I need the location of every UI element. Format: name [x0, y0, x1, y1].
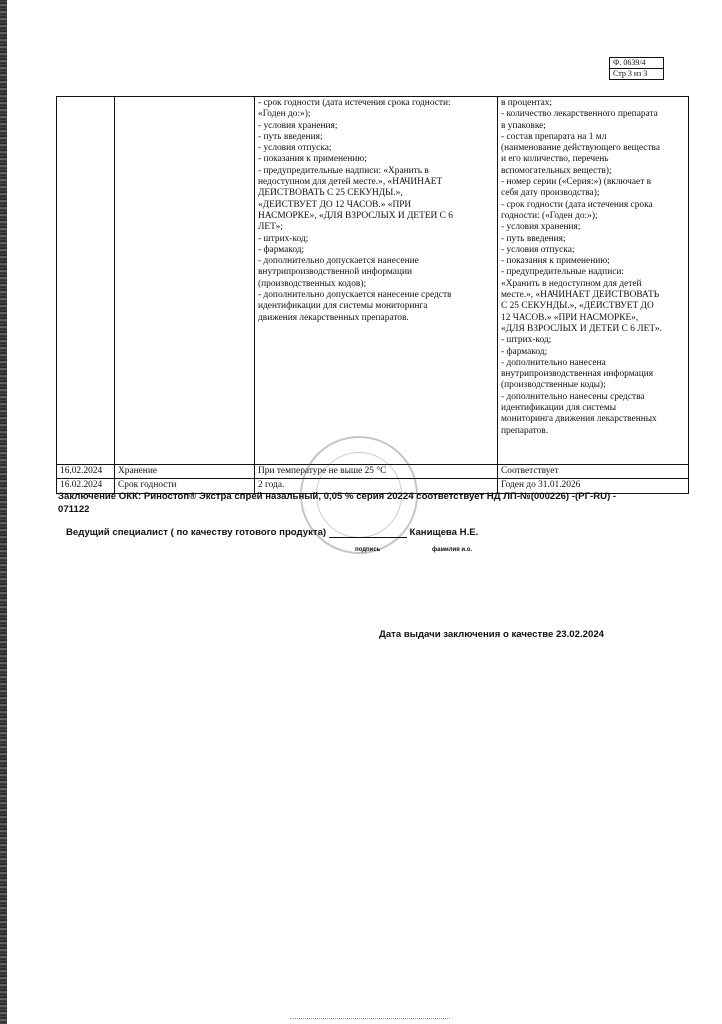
text-line: - условия хранения; [501, 222, 581, 233]
text-line: - путь введения; [501, 233, 566, 244]
cell-date-empty [57, 97, 115, 465]
text-line: - предупредительные надписи: [501, 267, 624, 278]
text-line: - показания к применению; [501, 256, 610, 267]
text-line: - срок годности (дата истечения срока годности: [258, 98, 451, 108]
text-line: - фармакод; [501, 346, 548, 357]
cell-test: Хранение [115, 465, 255, 479]
form-code: Ф. 0639/4 [613, 58, 646, 67]
text-line: - фармакод; [258, 244, 305, 255]
text-line: - количество лекарственного препарата [501, 109, 658, 120]
cell-result: Соответствует [498, 465, 689, 479]
text-line: в упаковке; [501, 120, 546, 131]
text-line: внутрипроизводственной информации [258, 267, 413, 278]
conclusion-line-1: Заключение ОКК: Риностоп® Экстра спрей назальный, 0,05 % серия 20224 соответствует НД ЛП-№(000226) -(РГ-RU) - [58, 491, 617, 502]
issue-date: Дата выдачи заключения о качестве 23.02.2024 [379, 629, 604, 640]
text-line: - дополнительно нанесены средства [501, 391, 645, 402]
text-line: (производственные коды); [501, 380, 606, 391]
text-line: препаратов. [501, 425, 549, 436]
text-line: - условия отпуска; [258, 143, 332, 154]
text-line: - дополнительно допускается нанесение [258, 256, 419, 267]
cell-requirement: При температуре не выше 25 °С [255, 465, 498, 479]
text-line: (наименование действующего вещества [501, 143, 661, 154]
name-caption: фамилия и.о. [432, 547, 473, 553]
text-line: в процентах; [501, 98, 553, 108]
conclusion-text [58, 490, 688, 516]
text-line: С 25 СЕКУНДЫ.», «ДЕЙСТВУЕТ ДО [501, 301, 654, 312]
text-line: НАСМОРКЕ», «ДЛЯ ВЗРОСЛЫХ И ДЕТЕЙ С 6 [258, 210, 453, 221]
text-line: - номер серии («Серия:») (включает в [501, 177, 652, 188]
text-line: идентификации для системы [501, 403, 617, 414]
text-line: - условия отпуска; [501, 244, 575, 255]
text-line: (производственных кодов); [258, 278, 367, 289]
page-number: Стр 3 из 3 [610, 68, 663, 79]
text-line: годности: («Годен до:»); [501, 210, 598, 221]
signature-blank [329, 528, 407, 538]
text-line: внутрипроизводственная информация [501, 369, 654, 380]
table-row-continued [57, 97, 689, 465]
text-line: движения лекарственных препаратов. [258, 312, 409, 323]
cell-date: 16.02.2024 [57, 465, 115, 479]
cell-test: Срок годности [115, 479, 255, 493]
text-line: - состав препарата на 1 мл [501, 131, 607, 142]
text-line: - путь введения; [258, 131, 323, 142]
text-line: мониторинга движения лекарственных [501, 414, 657, 425]
text-line: идентификации для системы мониторинга [258, 301, 428, 312]
signature-label: Ведущий специалист ( по качеству готового продукта) [66, 527, 327, 538]
text-line: - дополнительно допускается нанесение средств [258, 290, 452, 301]
form-code-box [609, 57, 664, 80]
cell-requirements-list [255, 97, 498, 465]
text-line: месте.», «НАЧИНАЕТ ДЕЙСТВОВАТЬ [501, 290, 660, 301]
text-line: недоступном для детей месте.», «НАЧИНАЕТ [258, 177, 443, 188]
text-line: - срок годности (дата истечения срока [501, 199, 653, 210]
cell-test-empty [115, 97, 255, 465]
cell-result: Годен до 31.01.2026 [498, 479, 689, 493]
text-line: и его количество, перечень [501, 154, 609, 165]
conclusion-line-2: 071122 [58, 504, 90, 515]
scan-bottom-artifact [290, 1018, 450, 1021]
text-line: «Годен до:»); [258, 109, 311, 120]
signatory-name: Канищева Н.Е. [409, 527, 479, 538]
text-line: ЛЕТ»; [258, 222, 283, 233]
text-line: «Хранить в недоступном для детей [501, 278, 642, 289]
text-line: «ДЕЙСТВУЕТ ДО 12 ЧАСОВ.» «ПРИ [258, 199, 412, 210]
text-line: 12 ЧАСОВ.» «ПРИ НАСМОРКЕ», [501, 312, 639, 323]
quality-table [56, 96, 689, 494]
text-line: - условия хранения; [258, 120, 338, 131]
signature-caption: подпись [355, 547, 381, 553]
text-line: ДЕЙСТВОВАТЬ С 25 СЕКУНДЫ.», [258, 188, 403, 199]
text-line: - штрих-код; [501, 335, 552, 346]
text-line: - штрих-код; [258, 233, 309, 244]
text-line: себя дату производства); [501, 188, 600, 199]
text-line: - дополнительно нанесена [501, 357, 606, 368]
text-line: - показания к применению; [258, 154, 367, 165]
text-line: вспомогательных веществ); [501, 165, 612, 176]
scan-edge-artifact [0, 0, 7, 1024]
cell-requirement: 2 года. [255, 479, 498, 493]
cell-date: 16.02.2024 [57, 479, 115, 493]
text-line: «ДЛЯ ВЗРОСЛЫХ И ДЕТЕЙ С 6 ЛЕТ». [501, 323, 662, 334]
signature-line [66, 527, 626, 538]
text-line: - предупредительные надписи: «Хранить в [258, 165, 429, 176]
cell-result-list [498, 97, 689, 465]
